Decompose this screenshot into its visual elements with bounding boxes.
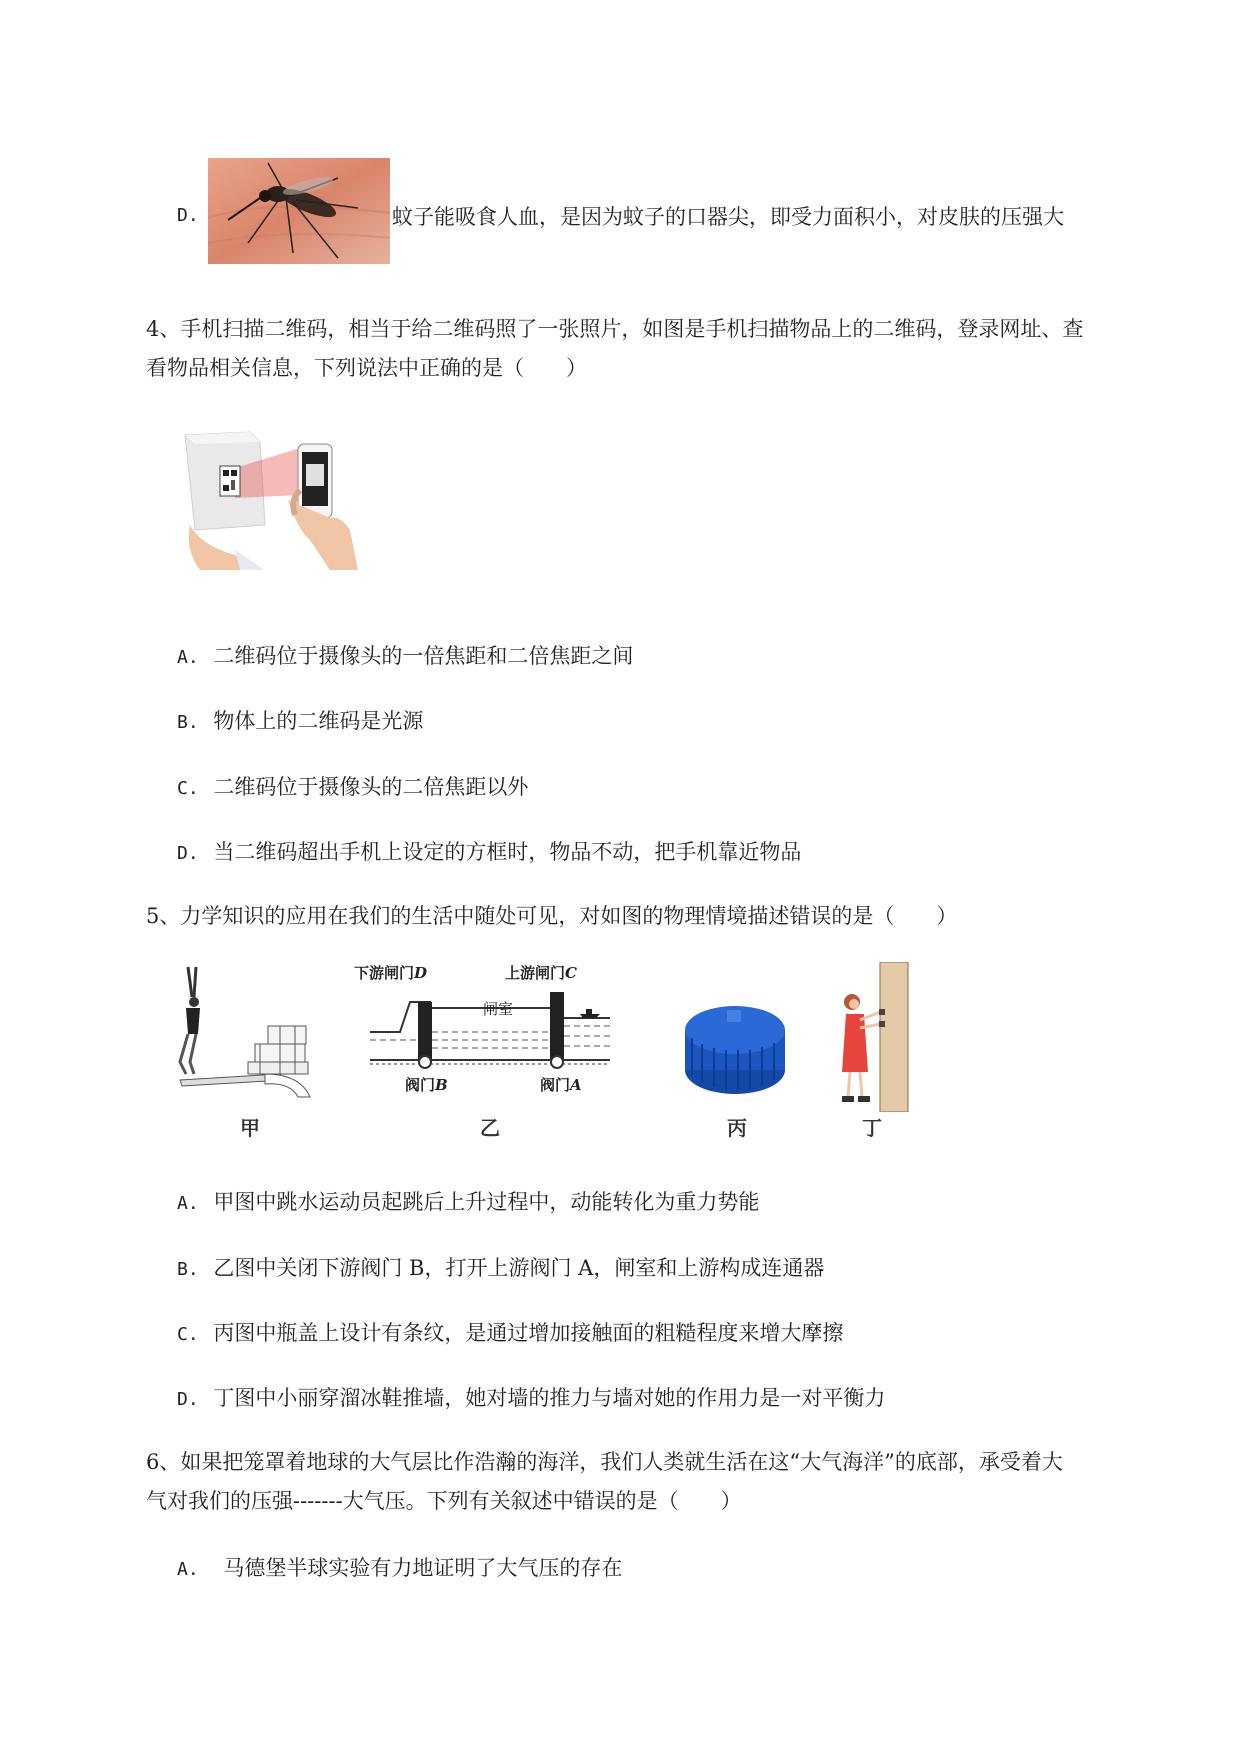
option-letter: D.: [177, 205, 199, 226]
diver-illustration: [170, 962, 330, 1112]
option-b[interactable]: [177, 705, 423, 735]
qr-scan-figure: [180, 430, 360, 572]
downstream-gate-letter: D: [414, 964, 428, 982]
question-stem: 看物品相关信息，下列说法中正确的是（ ）: [146, 356, 587, 380]
option-letter: B.: [177, 712, 199, 733]
option-text: 二维码位于摄像头的一倍焦距和二倍焦距之间: [213, 644, 634, 668]
valve-b-label: [405, 1074, 448, 1095]
option-letter: A.: [177, 647, 199, 668]
option-letter: B.: [177, 1259, 199, 1280]
physics-scenarios-figure: [170, 962, 920, 1142]
valve-a-label: [540, 1074, 582, 1095]
option-text: 乙图中关闭下游阀门 B，打开上游阀门 A，闸室和上游构成连通器: [213, 1256, 825, 1280]
option-letter: A.: [177, 1559, 199, 1580]
option-a[interactable]: [177, 1186, 759, 1216]
option-b[interactable]: [177, 1252, 824, 1282]
option-text: 丁图中小丽穿溜冰鞋推墙，她对墙的推力与墙对她的作用力是一对平衡力: [213, 1386, 886, 1410]
question-stem: 气对我们的压强-------大气压。下列有关叙述中错误的是（ ）: [146, 1489, 742, 1513]
label-jia: 甲: [240, 1116, 260, 1140]
question-stem: 4、手机扫描二维码，相当于给二维码照了一张照片，如图是手机扫描物品上的二维码，登录网址、查: [146, 317, 1084, 341]
downstream-gate-text: 下游闸门: [354, 964, 415, 982]
valve-b-text: 阀门: [405, 1076, 436, 1094]
bottle-cap-illustration: [682, 1000, 788, 1100]
option-c[interactable]: [177, 1317, 843, 1347]
option-text: 蚊子能吸食人血，是因为蚊子的口器尖，即受力面积小，对皮肤的压强大: [392, 205, 1064, 229]
option-text: 二维码位于摄像头的二倍焦距以外: [213, 775, 529, 799]
option-letter: C.: [177, 778, 199, 799]
question-stem: 6、如果把笼罩着地球的大气层比作浩瀚的海洋，我们人类就生活在这“大气海洋”的底部，承受着大: [146, 1450, 1063, 1474]
chamber-label: 闸室: [483, 1000, 514, 1018]
label-ding: 丁: [862, 1116, 882, 1140]
valve-a-letter: A: [570, 1076, 582, 1094]
valve-a-text: 阀门: [540, 1076, 571, 1094]
upstream-gate-label: [505, 962, 577, 983]
option-d[interactable]: [177, 1382, 885, 1412]
option-letter: A.: [177, 1193, 199, 1214]
option-d[interactable]: [177, 836, 801, 866]
option-letter: D.: [177, 843, 199, 864]
label-bing: 丙: [727, 1116, 747, 1140]
valve-b-letter: B: [435, 1076, 448, 1094]
question-stem: 5、力学知识的应用在我们的生活中随处可见，对如图的物理情境描述错误的是（ ）: [146, 904, 958, 928]
girl-pushing-wall-illustration: [830, 962, 910, 1112]
option-text: 当二维码超出手机上设定的方框时，物品不动，把手机靠近物品: [213, 840, 802, 864]
option-text: 丙图中瓶盖上设计有条纹，是通过增加接触面的粗糙程度来增大摩擦: [213, 1321, 844, 1345]
upstream-gate-letter: C: [565, 964, 577, 982]
ship-lock-diagram: [370, 982, 610, 1082]
downstream-gate-label: [354, 962, 427, 983]
option-a[interactable]: [177, 640, 633, 670]
option-text: 物体上的二维码是光源: [213, 709, 424, 733]
option-c[interactable]: [177, 771, 528, 801]
option-letter: C.: [177, 1324, 199, 1345]
option-a[interactable]: [177, 1552, 622, 1582]
option-text: 甲图中跳水运动员起跳后上升过程中，动能转化为重力势能: [213, 1190, 760, 1214]
label-yi: 乙: [480, 1116, 500, 1140]
option-text: 马德堡半球实验有力地证明了大气压的存在: [223, 1556, 623, 1580]
mosquito-photo: [208, 158, 390, 264]
upstream-gate-text: 上游闸门: [505, 964, 566, 982]
option-letter: D.: [177, 1389, 199, 1410]
